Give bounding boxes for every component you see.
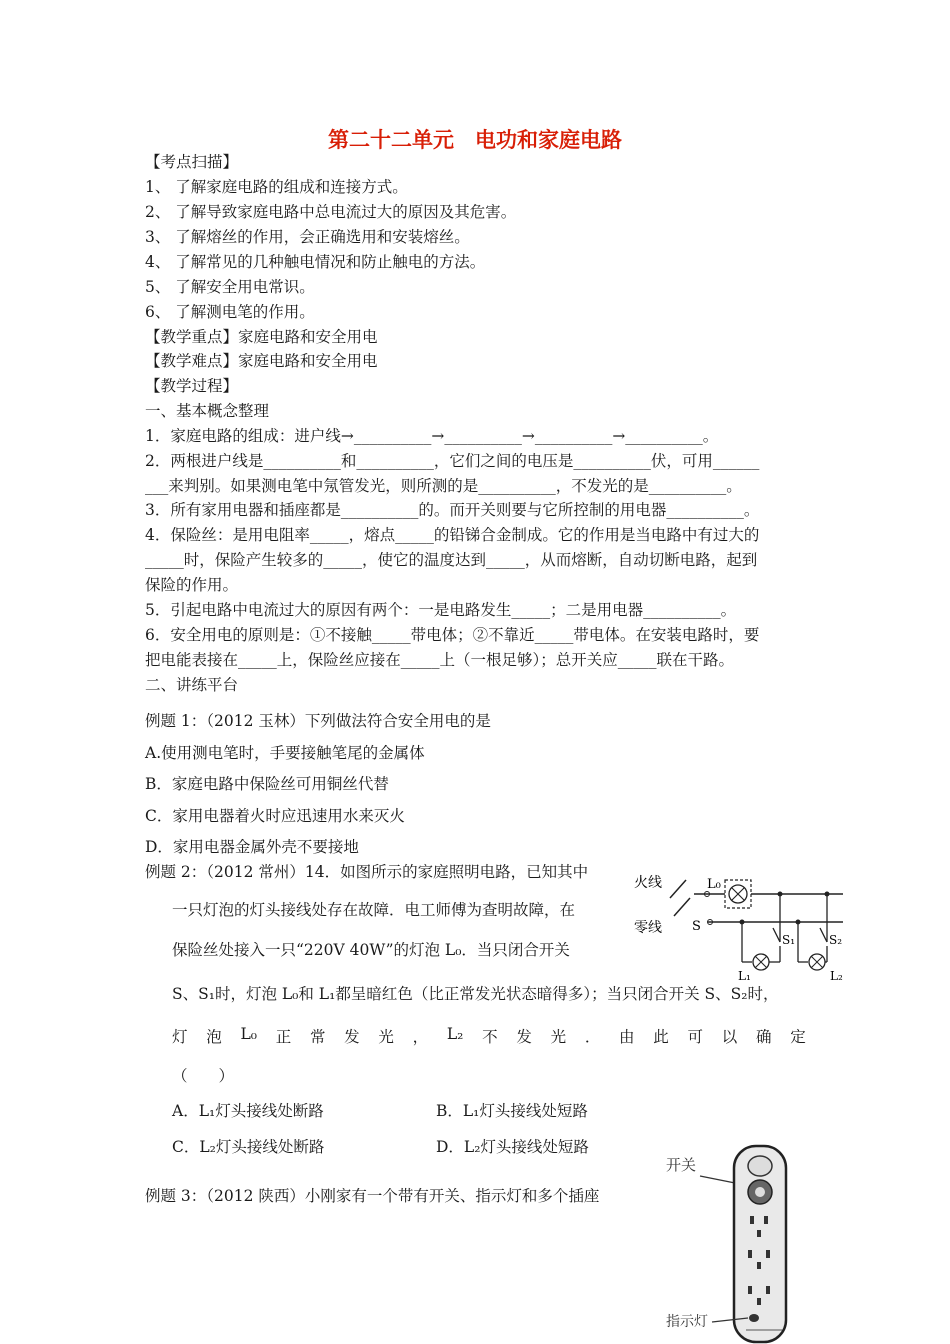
line5-word: 定 bbox=[790, 1028, 806, 1046]
concept-4b: _____时，保险产生较多的_____，使它的温度达到_____，从而熔断，自动切断电路，起到 bbox=[145, 551, 758, 569]
switch-button bbox=[748, 1156, 772, 1176]
concept-1: 1．家庭电路的组成：进户线→__________→__________→__________→__________。 bbox=[145, 427, 719, 445]
s1-label: S₁ bbox=[782, 933, 796, 947]
socket-4 bbox=[748, 1286, 752, 1294]
point-5: 5、 了解安全用电常识。 bbox=[145, 278, 315, 296]
s2-label: S₂ bbox=[829, 933, 843, 947]
line5-word: ． bbox=[584, 1028, 601, 1046]
line5-word: 灯 bbox=[172, 1028, 188, 1046]
example2-line4: S、S₁时，灯泡 L₀和 L₁都呈暗红色（比正常发光状态暗得多）；当只闭合开关 S、S₂时， bbox=[172, 985, 779, 1003]
example1-option-a: A.使用测电笔时，手要接触笔尾的金属体 bbox=[145, 744, 425, 762]
example2-line3: 保险丝处接入一只“220V 40W”的灯泡 L₀．当只闭合开关 bbox=[172, 941, 570, 959]
part2-heading: 二、讲练平台 bbox=[145, 676, 239, 694]
l1-label: L₁ bbox=[738, 969, 751, 982]
socket-3 bbox=[748, 1250, 752, 1258]
process-heading: 【教学过程】 bbox=[145, 377, 239, 395]
line5-word: 光 bbox=[378, 1028, 394, 1046]
difficulty: 【教学难点】家庭电路和安全用电 bbox=[145, 352, 378, 370]
live-wire-label: 火线 bbox=[634, 875, 662, 891]
key-point: 【教学重点】家庭电路和安全用电 bbox=[145, 328, 378, 346]
concept-5: 5．引起电路中电流过大的原因有两个：一是电路发生_____；二是用电器__________。 bbox=[145, 601, 737, 619]
example2-line5 bbox=[172, 1025, 806, 1047]
concept-6a: 6．安全用电的原则是：①不接触_____带电体；②不靠近_____带电体。在安装电路时，要 bbox=[145, 626, 760, 644]
line5-word: L₂ bbox=[446, 1025, 464, 1043]
line5-word: 不 bbox=[482, 1028, 498, 1046]
example1-option-c: C．家用电器着火时应迅速用水来灭火 bbox=[145, 807, 405, 825]
example2-option-b: B．L₁灯头接线处短路 bbox=[436, 1102, 588, 1120]
example2-answer-paren: （ ） bbox=[172, 1067, 235, 1085]
example3-stem: 例题 3：（2012 陕西）小刚家有一个带有开关、指示灯和多个插座 bbox=[145, 1187, 600, 1205]
line5-word: 可 bbox=[687, 1028, 704, 1046]
point-3: 3、 了解熔丝的作用，会正确选用和安装熔丝。 bbox=[145, 228, 470, 246]
line5-word: ， bbox=[412, 1028, 429, 1046]
example2-option-c: C．L₂灯头接线处断路 bbox=[172, 1138, 325, 1156]
socket-2 bbox=[750, 1216, 754, 1224]
line5-word: 正 bbox=[275, 1028, 292, 1046]
line5-word: 此 bbox=[653, 1028, 669, 1046]
point-4: 4、 了解常见的几种触电情况和防止触电的方法。 bbox=[145, 253, 486, 271]
page-title: 第二十二单元 电功和家庭电路 bbox=[328, 128, 622, 152]
l2-label: L₂ bbox=[830, 969, 843, 982]
line5-word: 发 bbox=[516, 1028, 532, 1046]
switch-label: 开关 bbox=[666, 1156, 697, 1174]
line5-word: 由 bbox=[619, 1028, 635, 1046]
example1-option-b: B．家庭电路中保险丝可用铜丝代替 bbox=[145, 775, 389, 793]
example2-option-a: A．L₁灯头接线处断路 bbox=[172, 1102, 324, 1120]
s-label: S bbox=[692, 919, 701, 934]
concept-6b: 把电能表接在_____上，保险丝应接在_____上（一根足够）；总开关应_____联在干路。 bbox=[145, 651, 735, 669]
example2-option-d: D．L₂灯头接线处短路 bbox=[436, 1138, 589, 1156]
l0-label: L₀ bbox=[707, 877, 721, 892]
part1-heading: 一、基本概念整理 bbox=[145, 402, 270, 420]
point-2: 2、 了解导致家庭电路中总电流过大的原因及其危害。 bbox=[145, 203, 517, 221]
circuit-diagram bbox=[630, 866, 845, 982]
switch-s2 bbox=[820, 928, 827, 942]
indicator-label: 指示灯 bbox=[666, 1314, 708, 1330]
line5-word: 以 bbox=[721, 1028, 738, 1046]
main-switch-blade-1 bbox=[670, 880, 686, 898]
indicator-light bbox=[749, 1314, 759, 1322]
line5-word: 常 bbox=[309, 1028, 326, 1046]
example2-line1: 例题 2：（2012 常州）14．如图所示的家庭照明电路，已知其中 bbox=[145, 863, 589, 881]
concept-2b: ___来判别。如果测电笔中氖管发光，则所测的是__________，不发光的是__________。 bbox=[145, 477, 742, 495]
line5-word: 光 bbox=[550, 1028, 567, 1046]
switch-s1 bbox=[773, 928, 780, 942]
main-switch-blade-2 bbox=[674, 898, 690, 916]
line5-word: 确 bbox=[755, 1028, 772, 1046]
neutral-wire-label: 零线 bbox=[634, 920, 662, 936]
line5-word: 泡 bbox=[206, 1028, 222, 1046]
concept-4c: 保险的作用。 bbox=[145, 576, 239, 594]
line5-word: L₀ bbox=[240, 1025, 257, 1043]
section-scan-heading: 【考点扫描】 bbox=[145, 153, 239, 171]
point-6: 6、 了解测电笔的作用。 bbox=[145, 303, 315, 321]
example1-option-d: D．家用电器金属外壳不要接地 bbox=[145, 838, 359, 856]
power-strip-figure bbox=[664, 1140, 794, 1344]
concept-3: 3．所有家用电器和插座都是__________的。而开关则要与它所控制的用电器__________。 bbox=[145, 501, 760, 519]
concept-2a: 2．两根进户线是__________和__________，它们之间的电压是__________伏，可用______ bbox=[145, 452, 760, 470]
point-1: 1、 了解家庭电路的组成和连接方式。 bbox=[145, 178, 408, 196]
line5-word: 发 bbox=[344, 1028, 360, 1046]
example1-stem: 例题 1：（2012 玉林）下列做法符合安全用电的是 bbox=[145, 712, 491, 730]
example2-line2: 一只灯泡的灯头接线处存在故障．电工师傅为查明故障，在 bbox=[172, 901, 576, 919]
concept-4a: 4．保险丝：是用电阻率_____，熔点_____的铅锑合金制成。它的作用是当电路中有过大的 bbox=[145, 526, 760, 544]
